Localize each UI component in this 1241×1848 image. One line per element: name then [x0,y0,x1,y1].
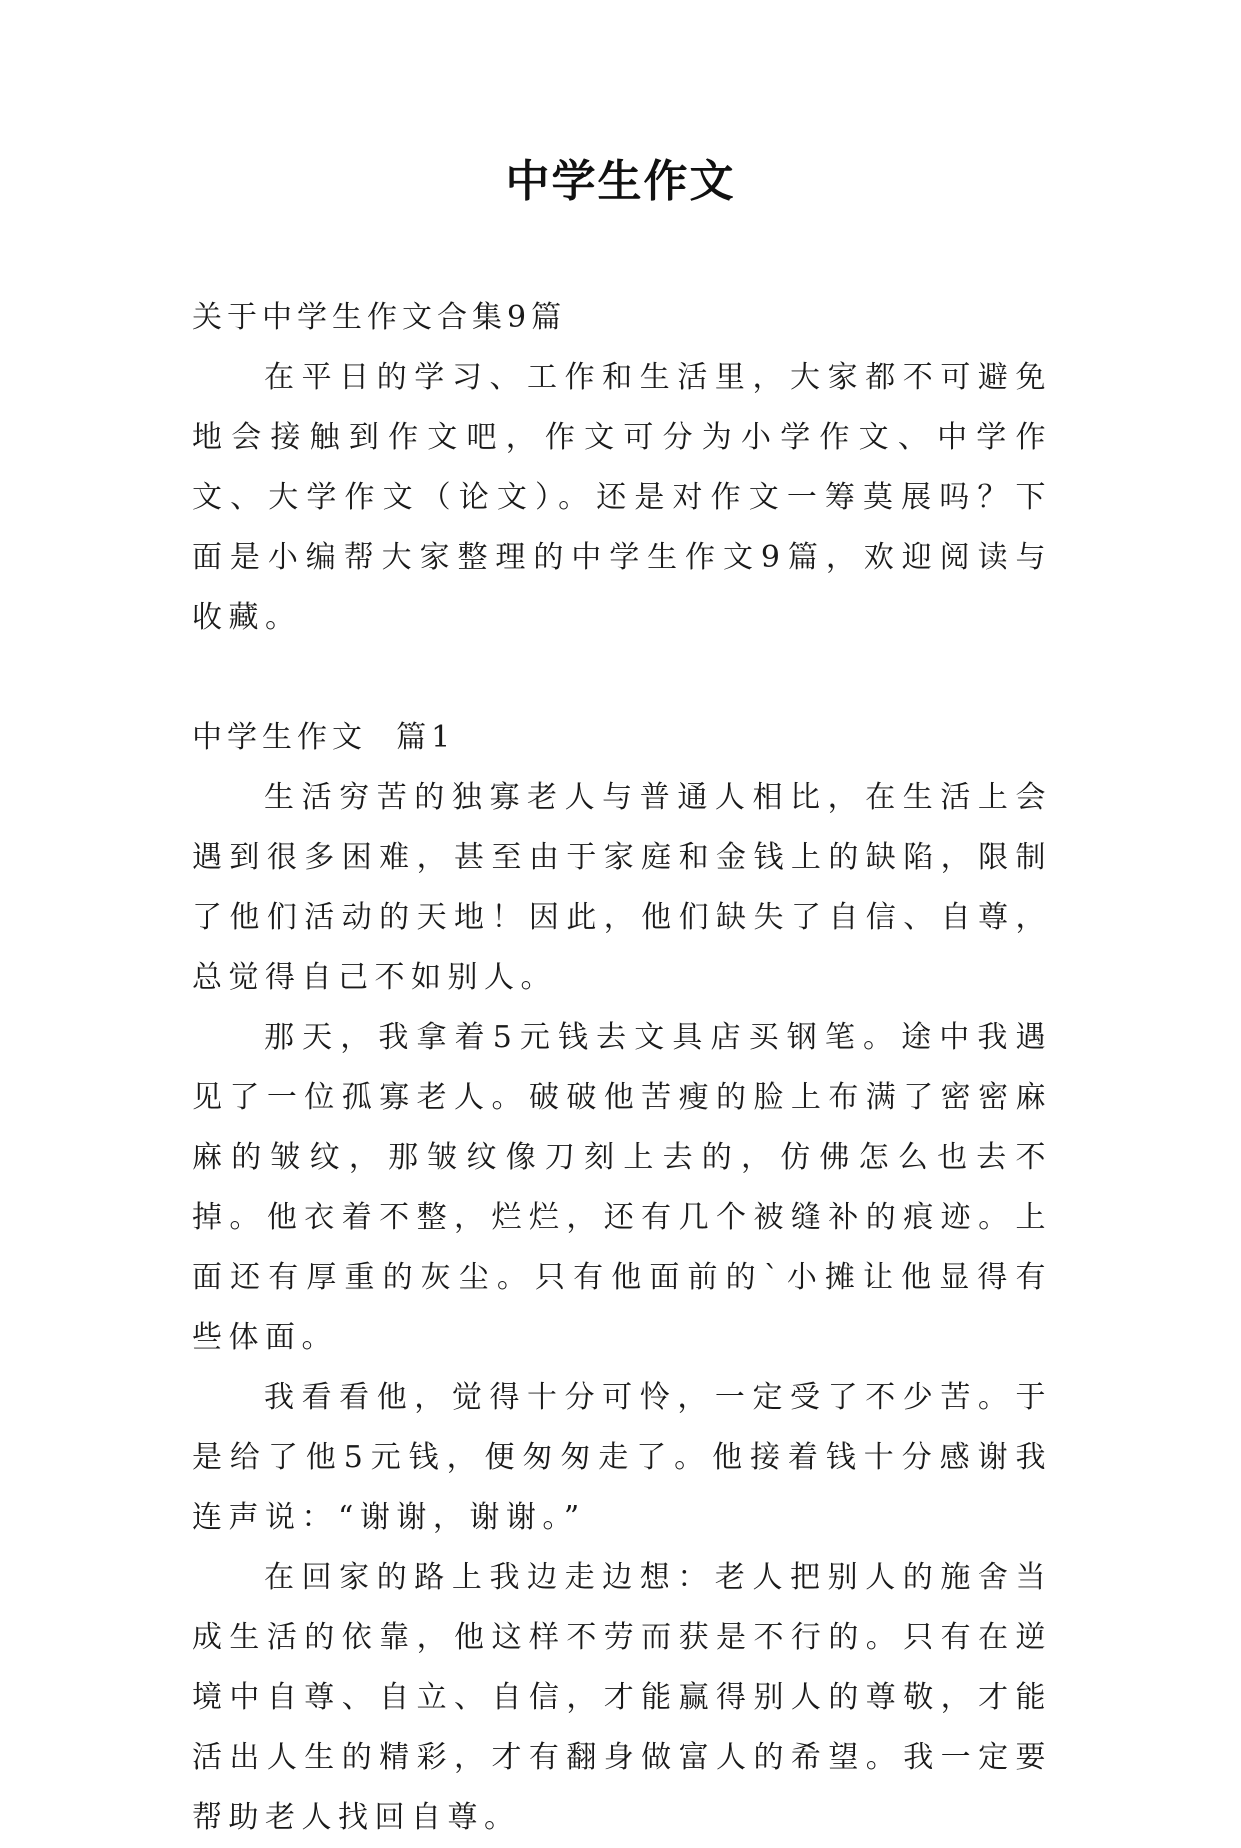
body-paragraph: 我看看他，觉得十分可怜，一定受了不少苦。于是给了他5元钱，便匆匆走了。他接着钱十分感谢我连声说：“谢谢，谢谢。” [192,1380,1052,1535]
body-paragraph: 在回家的路上我边走边想：老人把别人的施舍当成生活的依靠，他这样不劳而获是不行的。只有在逆境中自尊、自立、自信，才能赢得别人的尊敬，才能活出人生的精彩，才有翻身做富人的希望。我一定要帮助老人找回自尊。 [192,1560,1052,1835]
section-spacer [192,648,1052,708]
body-paragraph: 生活穷苦的独寡老人与普通人相比，在生活上会遇到很多困难，甚至由于家庭和金钱上的缺陷，限制了他们活动的天地！因此，他们缺失了自信、自尊，总觉得自己不如别人。 [192,780,1052,995]
body-paragraph: 那天，我拿着5元钱去文具店买钢笔。途中我遇见了一位孤寡老人。破破他苦瘦的脸上布满了密密麻麻的皱纹，那皱纹像刀刻上去的，仿佛怎么也去不掉。他衣着不整，烂烂，还有几个被缝补的痕迹。上面还有厚重的灰尘。只有他面前的`小摊让他显得有些体面。 [192,1020,1052,1355]
document-title: 中学生作文 [505,156,736,207]
section-heading: 中学生作文 篇1 [192,720,456,755]
document-body [192,288,1052,1848]
intro-heading: 关于中学生作文合集9篇 [192,300,567,335]
intro-paragraph: 在平日的学习、工作和生活里，大家都不可避免地会接触到作文吧，作文可分为小学作文、中学作文、大学作文（论文）。还是对作文一筹莫展吗？下面是小编帮大家整理的中学生作文9篇，欢迎阅读与收藏。 [192,360,1052,635]
